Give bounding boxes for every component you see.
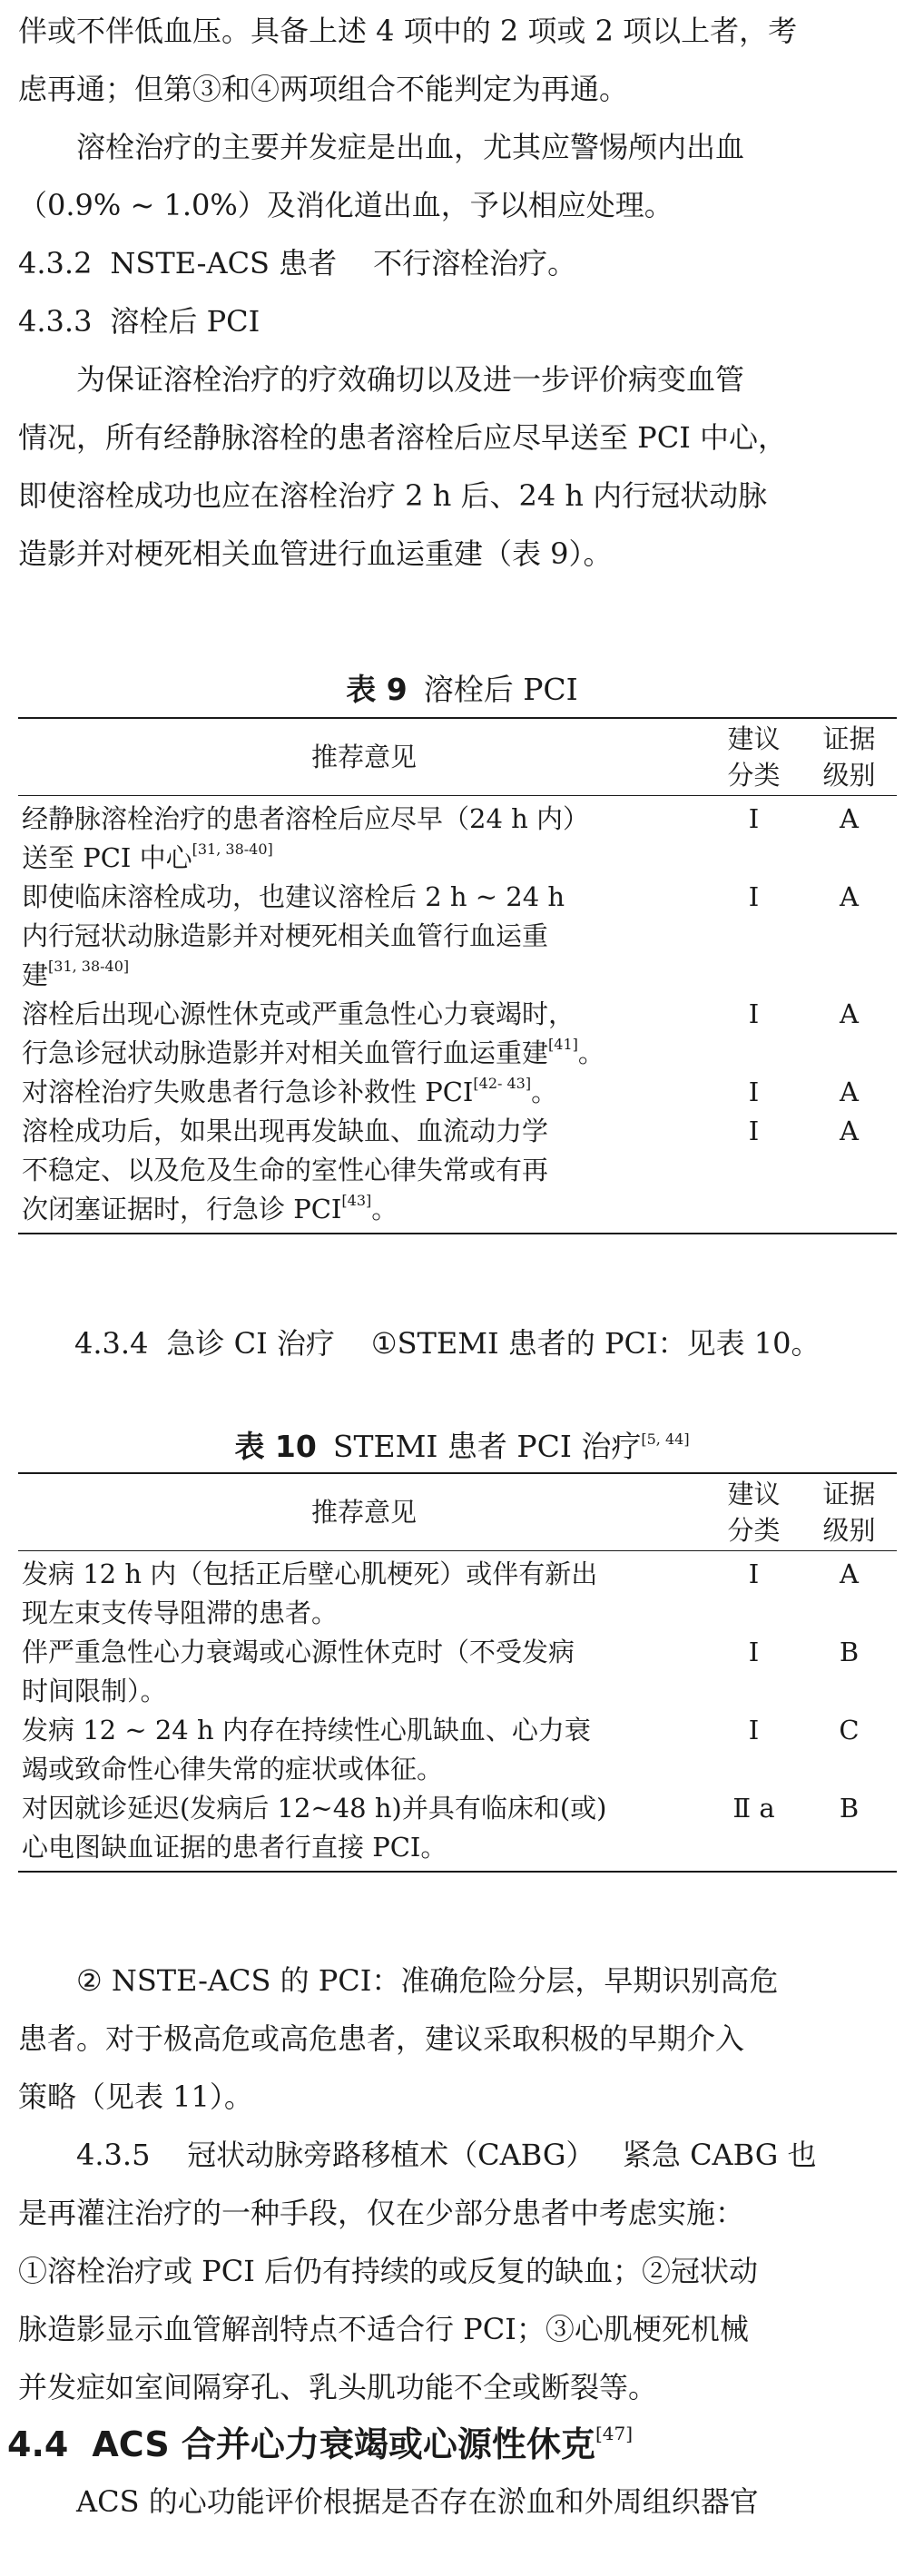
table-label: 表 9 (346, 672, 408, 707)
header-recommendation: 推荐意见 (18, 718, 706, 796)
level-cell: A (840, 1558, 859, 1589)
citation: [5, 44] (641, 1431, 690, 1448)
cell-text-line: 伴严重急性心力衰竭或心源性休克时（不受发病 (22, 1637, 575, 1667)
class-cell: I (748, 1637, 760, 1667)
cell-text-line: 行急诊冠状动脉造影并对相关血管行血运重建 (22, 1037, 549, 1068)
class-cell: I (748, 998, 760, 1029)
section-heading-4-3-3 (18, 292, 897, 350)
cell-text-tail: 。 (371, 1194, 398, 1224)
cell-text-line: 发病 12 ~ 24 h 内存在持续性心肌缺血、心力衰 (22, 1715, 591, 1745)
section-heading-4-3-2 (18, 234, 897, 292)
cell-text-line: 发病 12 h 内（包括正后壁心肌梗死）或伴有新出 (22, 1558, 598, 1589)
section-4-3-4 (0, 1314, 821, 1372)
table-row (18, 1711, 897, 1789)
section-number: 4.3.3 (18, 304, 93, 339)
table-row (18, 796, 897, 879)
text-line: 脉造影显示血管解剖特点不适合行 PCI；③心肌梗死机械 (18, 2312, 749, 2346)
cell-text-line: 即使临床溶栓成功，也建议溶栓后 2 h ~ 24 h (22, 881, 565, 912)
class-cell: I (706, 1112, 801, 1234)
header-class: 建议 分类 (706, 718, 801, 796)
paragraph-continuation (0, 2, 897, 583)
level-cell: A (840, 998, 859, 1029)
text-line: ①溶栓治疗或 PCI 后仍有持续的或反复的缺血；②冠状动 (18, 2254, 759, 2288)
cell-text-line: 对溶栓治疗失败患者行急诊补救性 PCI (22, 1077, 474, 1107)
table-caption: 溶栓后 PCI (423, 672, 578, 707)
text-line: （0.9% ~ 1.0%）及消化道出血，予以相应处理。 (18, 188, 673, 222)
section-number: 4.4 (7, 2424, 69, 2464)
section-heading-4-4 (7, 2416, 897, 2473)
recommendation-cell (18, 1711, 706, 1789)
section-number: 4.3.4 (74, 1326, 149, 1361)
table-row (18, 1789, 897, 1872)
text-line: 伴或不伴低血压。具备上述 4 项中的 2 项或 2 项以上者，考 (18, 14, 798, 48)
section-title: ACS 合并心力衰竭或心源性休克 (92, 2424, 595, 2464)
table-row (18, 1551, 897, 1634)
text-line: 虑再通；但第③和④两项组合不能判定为再通。 (18, 72, 629, 106)
class-cell: I (748, 1715, 760, 1745)
paragraphs-after-tables (0, 1952, 897, 2531)
cell-text-tail: 。 (577, 1037, 605, 1068)
header-level: 证据 级别 (801, 1473, 897, 1551)
cell-text-line: 竭或致命性心律失常的症状或体征。 (22, 1754, 444, 1785)
cell-text-line: 现左束支传导阻滞的患者。 (22, 1598, 339, 1628)
level-cell: B (839, 1637, 860, 1667)
recommendation-table (18, 717, 897, 1234)
text-line: ACS 的心功能评价根据是否存在淤血和外周组织器官 (76, 2484, 759, 2519)
text-line: 4.3.5 冠状动脉旁路移植术（CABG） 紧急 CABG 也 (76, 2138, 817, 2172)
table-row (18, 1073, 897, 1112)
recommendation-cell (18, 796, 706, 879)
text-line: 造影并对梗死相关血管进行血运重建（表 9）。 (18, 536, 613, 571)
level-cell: A (801, 1112, 897, 1234)
table-row (18, 1633, 897, 1711)
table-row (18, 995, 897, 1073)
text-line: ② NSTE-ACS 的 PCI：准确危险分层，早期识别高危 (76, 1963, 779, 1998)
header-level: 证据 级别 (801, 718, 897, 796)
table-10-block (0, 1427, 924, 1873)
citation: [47] (595, 2423, 633, 2444)
class-cell: Ⅱ a (706, 1789, 801, 1872)
recommendation-cell (18, 1112, 706, 1234)
header-class: 建议 分类 (706, 1473, 801, 1551)
text-line: 为保证溶栓治疗的疗效确切以及进一步评价病变血管 (76, 362, 745, 397)
recommendation-cell (18, 1633, 706, 1711)
citation: [41] (548, 1036, 578, 1053)
section-title: 急诊 CI 治疗 (166, 1326, 335, 1361)
class-cell: I (748, 1077, 760, 1107)
recommendation-cell (18, 1789, 706, 1872)
cell-text-line: 时间限制）。 (22, 1676, 167, 1706)
text-line: 策略（见表 11）。 (18, 2079, 253, 2114)
text-line: 并发症如室间隔穿孔、乳头肌功能不全或断裂等。 (18, 2370, 658, 2404)
recommendation-table (18, 1472, 897, 1873)
section-title: 溶栓后 PCI (110, 304, 260, 339)
recommendation-cell (18, 1073, 706, 1112)
text-line: 即使溶栓成功也应在溶栓治疗 2 h 后、24 h 内行冠状动脉 (18, 478, 768, 513)
cell-text-line: 溶栓后出现心源性休克或严重急性心力衰竭时， (22, 998, 575, 1029)
cell-text-line: 对因就诊延迟(发病后 12~48 h)并具有临床和(或) (22, 1793, 607, 1824)
cell-text-line: 溶栓成功后，如果出现再发缺血、血流动力学 (22, 1116, 549, 1146)
citation: [31, 38-40] (192, 841, 273, 858)
citation: [31, 38-40] (48, 958, 130, 975)
level-cell: B (801, 1789, 897, 1872)
cell-text-line: 内行冠状动脉造影并对梗死相关血管行血运重 (22, 920, 549, 951)
table-9-block (0, 670, 924, 1234)
cell-text-line: 送至 PCI 中心 (22, 842, 192, 873)
cell-text-line: 不稳定、以及危及生命的室性心律失常或有再 (22, 1155, 549, 1185)
level-cell: A (840, 803, 859, 834)
recommendation-cell (18, 1551, 706, 1634)
table-title (0, 1427, 924, 1467)
cell-text-line: 次闭塞证据时，行急诊 PCI (22, 1194, 342, 1224)
class-cell: I (748, 881, 760, 912)
text-line: 是再灌注治疗的一种手段，仅在少部分患者中考虑实施： (18, 2196, 745, 2230)
text-line: 患者。对于极高危或高危患者，建议采取积极的早期介入 (18, 2021, 745, 2056)
recommendation-cell (18, 878, 706, 995)
table-caption: STEMI 患者 PCI 治疗 (332, 1429, 642, 1464)
header-recommendation: 推荐意见 (18, 1473, 706, 1551)
cell-text-line: 建 (22, 959, 49, 990)
section-text: 不行溶栓治疗。 (373, 246, 577, 280)
class-cell: I (748, 803, 760, 834)
level-cell: A (840, 1077, 859, 1107)
section-text: ①STEMI 患者的 PCI：见表 10。 (370, 1326, 821, 1361)
cell-text-line: 心电图缺血证据的患者行直接 PCI。 (22, 1832, 447, 1863)
table-label: 表 10 (234, 1429, 317, 1464)
text-line: 溶栓治疗的主要并发症是出血，尤其应警惕颅内出血 (76, 130, 745, 164)
citation: [42- 43] (473, 1075, 532, 1092)
recommendation-cell (18, 995, 706, 1073)
text-line: 情况，所有经静脉溶栓的患者溶栓后应尽早送至 PCI 中心， (18, 420, 788, 455)
citation: [43] (341, 1192, 372, 1209)
class-cell: I (748, 1558, 760, 1589)
cell-text-line: 经静脉溶栓治疗的患者溶栓后应尽早（24 h 内） (22, 803, 590, 834)
table-title (0, 670, 924, 710)
level-cell: A (840, 881, 859, 912)
cell-text-tail: 。 (531, 1077, 558, 1107)
table-row (18, 1112, 897, 1234)
section-number: 4.3.2 (18, 246, 93, 280)
section-title: NSTE-ACS 患者 (110, 246, 338, 280)
table-row (18, 878, 897, 995)
level-cell: C (839, 1715, 860, 1745)
